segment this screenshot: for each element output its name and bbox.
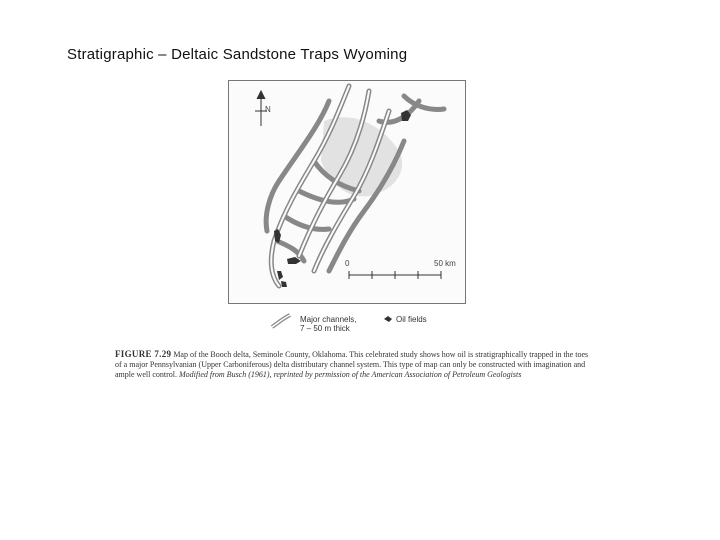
channel-legend [300,315,356,333]
oil-field-legend: Oil fields [396,315,427,324]
channel-legend-line-2: 7 – 50 m thick [300,324,350,333]
oil-field-legend-icon [382,313,394,323]
caption-citation: Modified from Busch (1961), reprinted by permission of the American Association of Petroleum Geologists [178,370,522,379]
scale-start-label: 0 [345,259,350,268]
delta-channel-map [229,81,465,303]
figure-caption [115,349,595,380]
scale-bar [349,271,441,279]
slide-title: Stratigraphic – Deltaic Sandstone Traps Wyoming [67,46,408,63]
figure-label: FIGURE 7.29 [115,349,172,359]
delta-map-figure [228,80,466,304]
channel-legend-icon [270,313,294,331]
scale-end-label: 50 km [434,259,456,268]
north-label: N [265,105,271,114]
caption-text: Map of the Booch delta, Seminole County, Oklahoma. This celebrated study shows how oil is stratigraphically trapped in the toes of a major Pennsylvanian (Upper Carboniferous) delta distributary channel system. This type of map can only be constructed with imagination and ample well control. [115,350,589,379]
channel-legend-line-1: Major channels, [300,315,357,324]
